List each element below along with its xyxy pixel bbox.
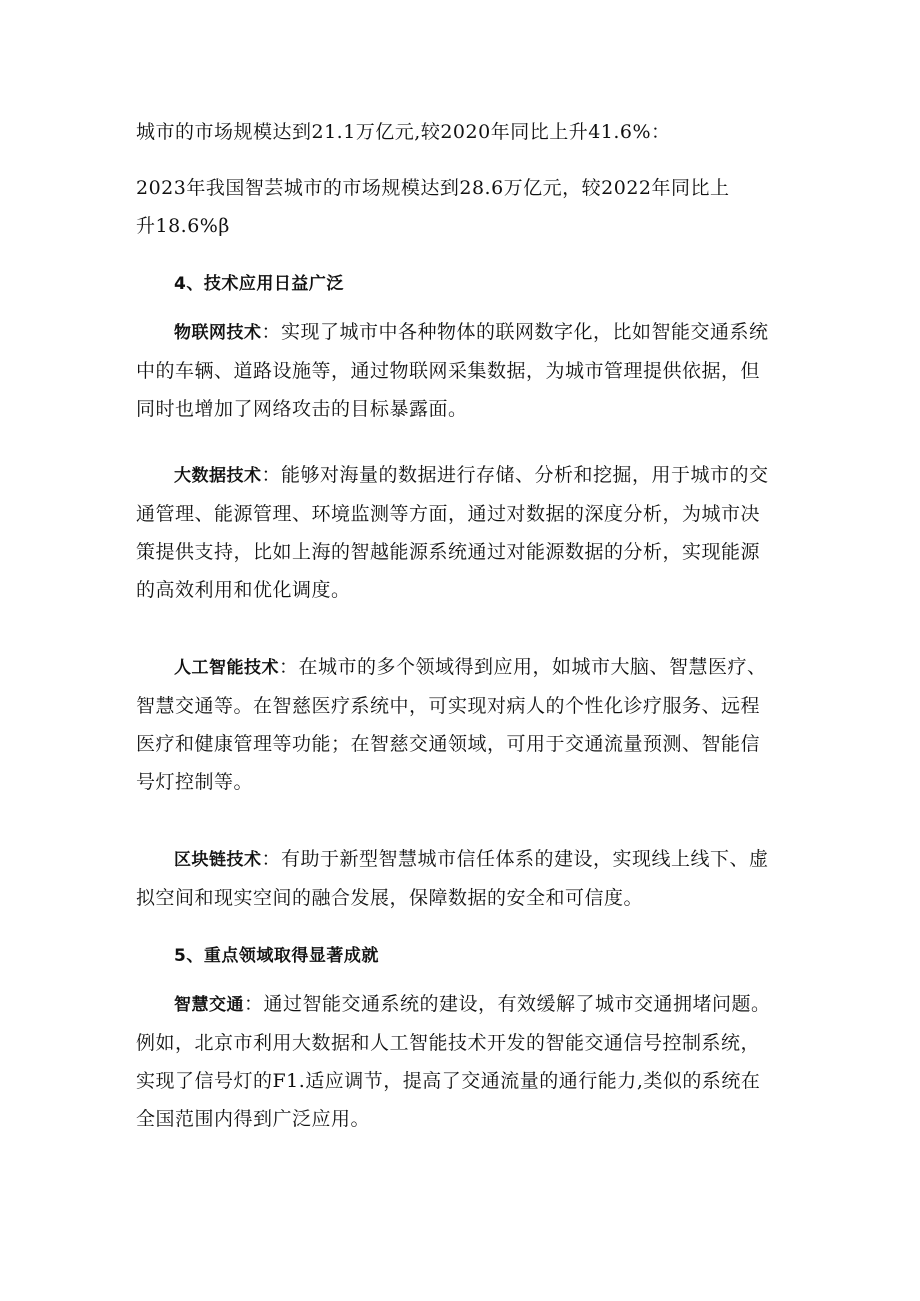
bigdata-line-3: 策提供支持，比如上海的智越能源系统通过对能源数据的分析，实现能源 [136, 541, 761, 563]
traffic-paragraph [136, 985, 786, 1138]
traffic-line-2: 例如，北京市利用大数据和人工智能技术开发的智能交通信号控制系统， [136, 1032, 761, 1054]
ai-term: 人工智能技术 [174, 658, 279, 678]
section-4-heading-block [136, 265, 786, 303]
market-size-line-2: 升18.6%β [136, 215, 230, 237]
bigdata-paragraph [136, 456, 786, 609]
traffic-term: 智慧交通 [174, 995, 244, 1015]
iot-paragraph [136, 313, 786, 428]
section-4-heading: 4、技术应用日益广泛 [174, 274, 344, 294]
iot-line-1: ：实现了城市中各种物体的联网数字化，比如智能交通系统 [261, 321, 769, 343]
blockchain-line-2: 拟空间和现实空间的融合发展，保障数据的安全和可信度。 [136, 887, 644, 909]
iot-term: 物联网技术 [174, 323, 262, 343]
ai-paragraph [136, 648, 786, 801]
market-size-paragraph [136, 169, 786, 245]
section-5-heading: 5、重点领域取得显著成就 [174, 946, 379, 966]
bigdata-line-1: ：能够对海量的数据进行存储、分析和挖掘，用于城市的交 [261, 464, 769, 486]
intro-paragraph [136, 113, 786, 151]
section-5-heading-block [136, 937, 786, 975]
bigdata-term: 大数据技术 [174, 466, 262, 486]
ai-line-3: 医疗和健康管理等功能；在智慈交通领域，可用于交通流量预测、智能信 [136, 733, 761, 755]
traffic-line-3: 实现了信号灯的F1.适应调节，提高了交通流量的通行能力,类似的系统在 [136, 1070, 761, 1092]
traffic-line-4: 全国范围内得到广泛应用。 [136, 1108, 371, 1130]
iot-line-2: 中的车辆、道路设施等，通过物联网采集数据，为城市管理提供依据，但 [136, 360, 761, 382]
bigdata-line-2: 通管理、能源管理、环境监测等方面，通过对数据的深度分析，为城市决 [136, 503, 761, 525]
ai-line-1: ：在城市的多个领域得到应用，如城市大脑、智慧医疗、 [279, 656, 767, 678]
bigdata-line-4: 的高效利用和优化调度。 [136, 579, 351, 601]
ai-line-4: 号灯控制等。 [136, 771, 254, 793]
blockchain-term: 区块链技术 [174, 850, 262, 870]
market-size-line-1: 2023年我国智芸城市的市场规模达到28.6万亿元，较2022年同比上 [136, 177, 730, 199]
blockchain-line-1: ：有助于新型智慧城市信任体系的建设，实现线上线下、虚 [261, 848, 769, 870]
blockchain-paragraph [136, 840, 786, 917]
traffic-line-1: ：通过智能交通系统的建设，有效缓解了城市交通拥堵问题。 [244, 993, 771, 1015]
ai-line-2: 智慧交通等。在智慈医疗系统中，可实现对病人的个性化诊疗服务、远程 [136, 695, 761, 717]
iot-line-3: 同时也增加了网络攻击的目标暴露面。 [136, 398, 468, 420]
intro-line-1: 城市的市场规模达到21.1万亿元,较2020年同比上升41.6%： [136, 121, 671, 143]
